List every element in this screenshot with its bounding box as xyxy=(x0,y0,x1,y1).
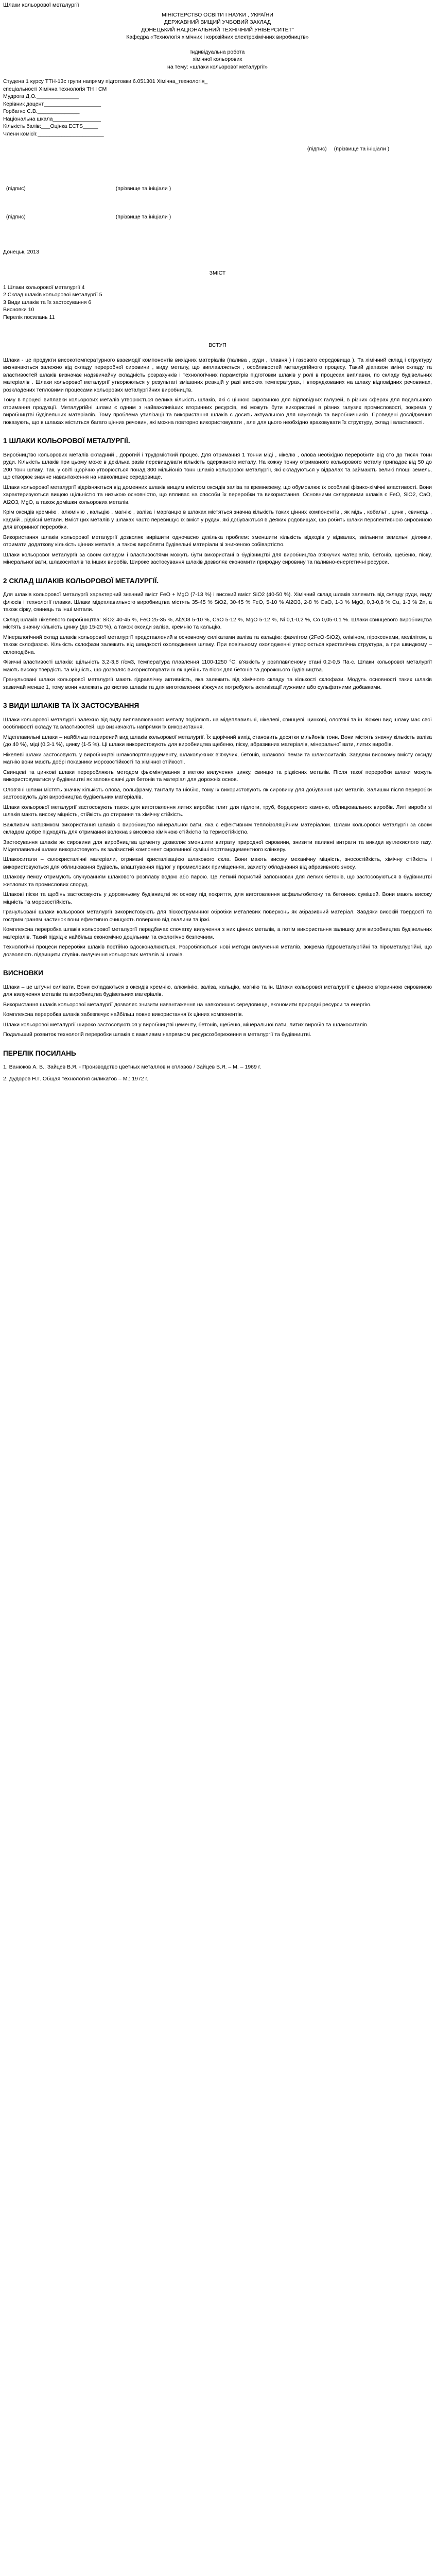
toc-item: Висновки 10 xyxy=(3,307,34,313)
signature-label: (підпис) xyxy=(6,185,26,192)
section2-paragraph: Гранульовані шлаки кольорової металургії мають гідравлічну активність, яка залежить від хімічного складу та кількості склофази. Модуль основності таких шлаків зазвичай менше 1, тому вони належать до кислих шлаків та для виготовлення в'яжучих потребують активізації лужними або сульфатними добавками. xyxy=(3,676,432,690)
conclusions-paragraph: Подальший розвиток технологій переробки шлаків є важливим напрямком ресурсозбереження в металургії та будівництві. xyxy=(3,1031,311,1038)
section3-paragraph: Технологічні процеси переробки шлаків постійно вдосконалюються. Розробляються нові методи вилучення металів, зокрема гідрометалургійні та пірометалургійні, що дозволяють підвищити ступінь вилучення кольорових металів зі шлаків. xyxy=(3,944,432,958)
signature-label: (підпис) xyxy=(6,213,26,220)
signature-row-1 xyxy=(3,138,432,152)
section3-paragraph: Нікелеві шлаки застосовують у виробництві шлакопортландцементу, шлаколужних в'яжучих, бетонів, шлакової пемзи та шлакоситалів. Завдяки високому вмісту оксиду магнію вони мають добрі показники морозостійкості та хімічної стійкості. xyxy=(3,751,432,766)
signature-row-2 xyxy=(3,177,432,192)
field-supervisor-name: Горбатко С.В.______________ xyxy=(3,108,80,115)
ministry-line: МІНІСТЕРСТВО ОСВІТИ І НАУКИ , УКРАЇНИ xyxy=(162,11,273,18)
field-national-scale: Національна шкала________________ xyxy=(3,115,101,122)
reference-item: 2. Дудоров Н.Г. Общая технология силикатов – М.: 1972 г. xyxy=(3,1075,148,1082)
signature-name-label: (прізвище та ініціали ) xyxy=(115,185,171,192)
section3-paragraph: Шлаки кольорової металургії залежно від виду виплавлюваного металу поділяють на мідеплавильні, нікелеві, свинцеві, цинкові, олов'яні та ін. Кожен вид шлаку має свої особливості складу та властивостей, що визначають напрямки їх використання. xyxy=(3,716,432,731)
signature-row-3 xyxy=(3,206,432,221)
signature-name-label: (прізвище та ініціали ) xyxy=(115,213,171,220)
specialty-line: спеціальності Хімічна технологія ТН І СМ xyxy=(3,86,107,92)
intro-paragraph: Тому в процесі виплавки кольорових металів утворюється велика кількість шлаків, які є цінною сировиною для відповідних галузей, в різних сферах для подальшого отримання продукції. Металургійні шлаки є одним з найважливіших вторинних ресурсів, які можуть бути використані в різних галузях промисловості, зокрема у виробництві будівельних матеріалів. Тому проблема утилізації та використання шлаків є досить актуальною для науковців та виробничників. Проведені дослідження показують, що в шлаках міститься багато цінних речовин, які можна повторно використовувати , але для цього необхідно враховувати їх структуру, склад і властивості. xyxy=(3,397,432,426)
field-student-name: Мудрога Д.О.______________ xyxy=(3,93,79,100)
university-line: ДОНЕЦЬКИЙ НАЦІОНАЛЬНИЙ ТЕХНІЧНИЙ УНІВЕРСИТЕТ" xyxy=(141,26,294,33)
department-line: Кафедра «Технологія хімічних і корозійних електрохімічних виробництв» xyxy=(126,34,309,41)
toc-item: Перелік посилань 11 xyxy=(3,314,55,320)
signature-name-label: (прізвище та ініціали ) xyxy=(334,145,390,152)
section1-paragraph: Використання шлаків кольорової металургії дозволяє вирішити одночасно декілька проблем: зменшити кількість відходів у відвалах, звільнити земельні ділянки, отримати додаткову кількість цінних металів, а також виробляти будівельні матеріали зі зниженою собівартістю. xyxy=(3,534,432,548)
conclusions-heading: ВИСНОВКИ xyxy=(3,969,43,977)
work-type-line: Індивідуальна робота xyxy=(190,48,245,55)
section1-paragraph: Шлаки кольорової металургії за своїм складом і властивостями можуть бути використані в будівництві для виробництва в'яжучих матеріалів, бетонів, щебеню, піску, мінеральної вати, шлакоситалів та інших виробів. Широке застосування шлаків дозволяє економити природну сировину та паливно-енергетичні ресурси. xyxy=(3,551,432,566)
signature-label: (підпис) xyxy=(307,145,327,152)
section3-paragraph: Шлаки кольорової металургії застосовують також для виготовлення литих виробів: плит для підлоги, труб, бордюрного каменю, облицювальних виробів. Литі вироби зі шлаків мають високу міцність, стійкість до стирання та хімічну стійкість. xyxy=(3,804,432,818)
section2-paragraph: Мінералогічний склад шлаків кольорової металургії представлений в основному силікатами заліза та кальцію: фаялітом (2FeO·SiO2), олівіном, піроксенами, мелілітом, а також склофазою. Кількість склофази залежить від швидкості охолодження шлаку. При повільному охолодженні утворюється кристалічна структура, а при швидкому – склоподібна. xyxy=(3,634,432,655)
institution-type-line: ДЕРЖАВНИЙ ВИЩИЙ УЧБОВИЙ ЗАКЛАД xyxy=(164,19,271,26)
section1-paragraph: Крім оксидів кремнію , алюмінію , кальцію , магнію , заліза і марганцю в шлаках містяться значна кількість таких цінних компонентів , як мідь , кобальт , цинк , свинець , кадмій , рідкісні метали. Вміст цих металів у шлаках часто перевищує їх вміст у рудах, які добуваються в деяких родовищах, що робить шлаки перспективною сировиною для вторинної переробки. xyxy=(3,509,432,531)
section1-paragraph: Шлаки кольорової металургії відрізняються від доменних шлаків вищим вмістом оксидів заліза та кремнезему, що обумовлює їх особливі фізико-хімічні властивості. Вони характеризуються вищою щільністю та низькою основністю, що впливає на способи їх переробки та використання. Основними складовими шлаків є FeO, SiO2, CaO, Al2O3, MgO, а також домішки кольорових металів. xyxy=(3,484,432,505)
section2-paragraph: Фізичні властивості шлаків: щільність 3,2-3,8 г/см3, температура плавлення 1100-1250 °С, в'язкість у розплавленому стані 0,2-0,5 Па·с. Шлаки кольорової металургії мають високу твердість та міцність, що дозволяє використовувати їх як щебінь та пісок для бетонів та дорожнього будівництва. xyxy=(3,659,432,673)
section2-paragraph: Для шлаків кольорової металургії характерний значний вміст FeO + MgO (7-13 %) і високий вміст SiO2 (40-50 %). Хімічний склад шлаків залежить від складу руди, виду флюсів і технології плавки. Шлаки мідеплавильного виробництва містять 35-45 % SiO2, 30-45 % FeO, 5-10 % Al2O3, 2-8 % CaO, 1-3 % MgO, 0,3-0,8 % Cu, 1-3 % Zn, а також сірку, свинець та інші метали. xyxy=(3,591,432,613)
section3-paragraph: Застосування шлаків як сировини для виробництва цементу дозволяє зменшити витрату природної сировини, знизити паливні витрати та викиди вуглекислого газу. Мідеплавильні шлаки використовують як залізистий компонент сировинної суміші портландцементного клінкеру. xyxy=(3,839,432,853)
field-supervisor: Керівник доцент___________________ xyxy=(3,100,101,107)
section3-paragraph: Мідеплавильні шлаки – найбільш поширений вид шлаків кольорової металургії. Їх щорічний вихід становить десятки мільйонів тонн. Вони містять значну кількість заліза (до 40 %), міді (0,3-1 %), цинку (1-5 %). Ці шлаки використовують для виробництва щебеню, піску, абразивних матеріалів, мінеральної вати, литих виробів. xyxy=(3,734,432,748)
toc-heading: ЗМІСТ xyxy=(209,269,226,276)
section3-paragraph: Гранульовані шлаки кольорової металургії використовують для піскоструминної обробки металевих поверхонь як абразивний матеріал. Завдяки високій твердості та гострим граням частинок вони ефективно очищують поверхню від окалини та іржі. xyxy=(3,909,432,923)
section3-heading: 3 ВИДИ ШЛАКІВ ТА ЇХ ЗАСТОСУВАННЯ xyxy=(3,702,139,710)
references-heading: ПЕРЕЛІК ПОСИЛАНЬ xyxy=(3,1049,76,1057)
section3-paragraph: Комплексна переробка шлаків кольорової металургії передбачає спочатку вилучення з них цінних металів, а потім використання залишку для виробництва будівельних матеріалів. Такий підхід є найбільш економічно доцільним та екологічно безпечним. xyxy=(3,926,432,940)
section1-heading: 1 ШЛАКИ КОЛЬОРОВОЇ МЕТАЛУРГІЇ. xyxy=(3,437,130,445)
conclusions-paragraph: Шлаки – це штучні силікати. Вони складаються з оксидів кремнію, алюмінію, заліза, кальцію, магнію та ін. Шлаки кольорової металургії є цінною вторинною сировиною для вилучення металів та виробництва будівельних матеріалів. xyxy=(3,984,432,998)
topic-line: на тему: «шлаки кольорової металургії» xyxy=(167,63,268,70)
section3-paragraph: Шлакоситали – склокристалічні матеріали, отримані кристалізацією шлакового скла. Вони мають високу механічну міцність, зносостійкість, хімічну стійкість і використовуються для облицювання будівель, влаштування підлог у промислових приміщеннях, захисту обладнання від абразивного зносу. xyxy=(3,856,432,870)
toc-item: 3 Види шлаків та їх застосування 6 xyxy=(3,299,92,306)
toc-item: 1 Шлаки кольорової металургії 4 xyxy=(3,284,85,291)
section2-paragraph: Склад шлаків нікелевого виробництва: SiO2 40-45 %, FeO 25-35 %, Al2O3 5-10 %, CaO 5-12 %, MgO 5-12 %, Ni 0,1-0,2 %, Co 0,05-0,1 %. Шлаки свинцевого виробництва містять значну кількість цинку (до 15-20 %), а також оксиди заліза, кремнію та кальцію. xyxy=(3,616,432,631)
conclusions-paragraph: Використання шлаків кольорової металургії дозволяє знизити навантаження на навколишнє середовище, економити природні ресурси та енергію. xyxy=(3,1001,372,1008)
course-line: хімічної кольорових xyxy=(193,56,242,63)
reference-item: 1. Ванюков А. В., Зайцев В.Я. - Производство цветных металлов и сплавов / Зайцев В.Я. – М. – 1969 г. xyxy=(3,1064,261,1071)
field-commission: Члени комісії:______________________ xyxy=(3,130,104,137)
section3-paragraph: Шлакові піски та щебінь застосовують у дорожньому будівництві як основу під покриття, для виготовлення асфальтобетону та бетонних сумішей. Вони мають високу міцність та морозостійкість. xyxy=(3,891,432,905)
section3-paragraph: Свинцеві та цинкові шлаки переробляють методом фьюмінгування з метою вилучення цинку, свинцю та рідкісних металів. Після такої переробки шлаки можуть використовуватися у будівництві як заповнювачі для бетонів та матеріал для дорожніх основ. xyxy=(3,769,432,783)
section3-paragraph: Олов'яні шлаки містять значну кількість олова, вольфраму, танталу та ніобію, тому їх використовують як сировину для добування цих металів. Залишки після переробки застосовують для виробництва будівельних матеріалів. xyxy=(3,786,432,801)
city-year: Донецьк, 2013 xyxy=(3,249,39,256)
section3-paragraph: Шлакову пемзу отримують спучуванням шлакового розплаву водою або парою. Це легкий пористий заповнювач для легких бетонів, що застосовуються в будівництві житлових та промислових споруд. xyxy=(3,874,432,888)
student-line: Студена 1 курсу ТТН-13с групи напряму підготовки 6.051301 Хімічна_технологія_ xyxy=(3,78,208,85)
toc-item: 2 Склад шлаків кольорової металургії 5 xyxy=(3,292,102,298)
intro-paragraph: Шлаки - це продукти високотемпературного взаємодії компонентів вихідних матеріалів (палива , руди , плавня ) і газового середовища ). Та хімічний склад і структуру визначаються залежно від складу переробної сировини , виду металу, що виплавляється , особливостей металургійного процесу. Такий діапазон зміни складу та властивостей шлаків визначає надзвичайну складність розрахунків і технологічних параметрів підготовки шлаків у ролі в процесах виплавки, по складу будівельних матеріалів . Шлаки кольорової металургії утворюються у результаті змішаних реакцій у разі високих температурах, і впорядкованих на шлаку відповідних речовинах, розкладених тепловими процесами кольорових металургійних виробництв. xyxy=(3,357,432,393)
document-title: Шлаки кольорової металургії xyxy=(3,2,79,8)
section3-paragraph: Важливим напрямком використання шлаків є виробництво мінеральної вати, яка є ефективним теплоізоляційним матеріалом. Шлаки кольорової металургії за своїм складом добре підходять для отримання волокна з високою хімічною стійкістю та термостійкістю. xyxy=(3,821,432,836)
intro-heading: ВСТУП xyxy=(208,342,226,349)
conclusions-paragraph: Комплексна переробка шлаків забезпечує найбільш повне використання їх цінних компонентів. xyxy=(3,1011,243,1018)
section1-paragraph: Виробництво кольорових металів складний , дорогий і трудомісткий процес. Для отримання 1 тонни міді , нікелю , олова необхідно переробити від сто до тисяч тонн руди. Кількість шлаків при цьому може в декілька разів перевищувати кількість одержаного металу. На кожну тонну отриманого кольорового металу припадає від 50 до 200 тонн шлаку. Так, у світі щорічно утворюється понад 300 мільйонів тонн шлаків кольорової металургії, які складуються у відвалах та займають великі площі земель, що створює значне навантаження на навколишнє середовище. xyxy=(3,451,432,481)
section2-heading: 2 СКЛАД ШЛАКІВ КОЛЬОРОВОЇ МЕТАЛУРГІЇ. xyxy=(3,577,159,585)
field-points-grade: Кількість балів:___Оцінка ЕСТS_____ xyxy=(3,123,98,130)
conclusions-paragraph: Шлаки кольорової металургії широко застосовуються у виробництві цементу, бетонів, щебеню, мінеральної вати, литих виробів та шлакоситалів. xyxy=(3,1021,369,1028)
